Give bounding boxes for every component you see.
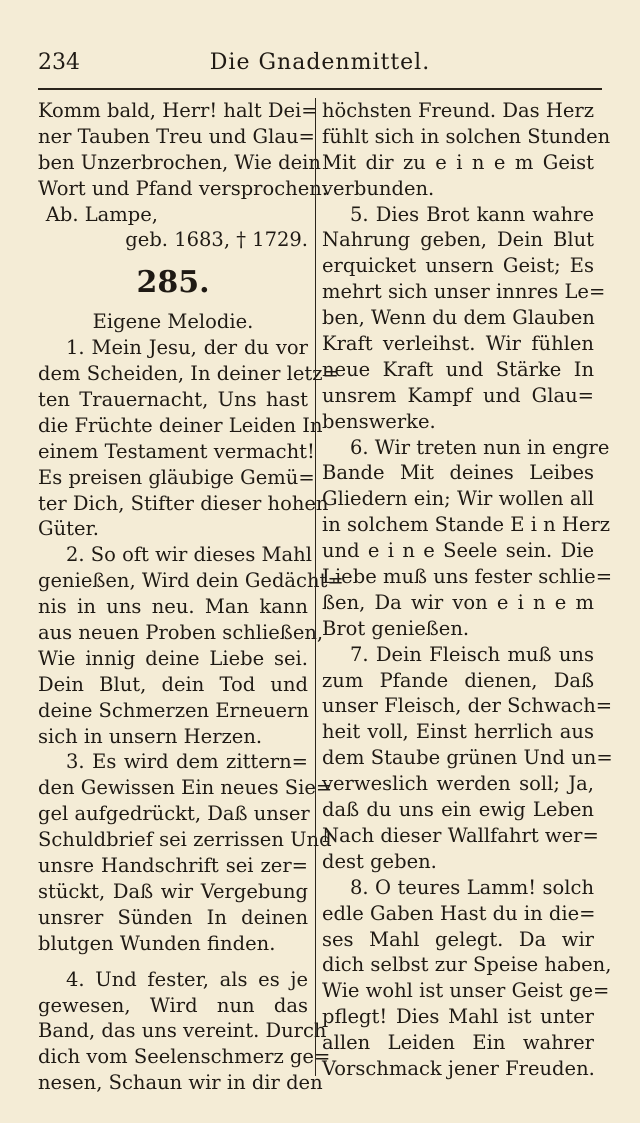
text-line: in solchem Stande E i n Herz	[322, 513, 611, 537]
text-line: neue Kraft und Stärke In	[322, 357, 594, 381]
text-line: 4. Und fester, als es je	[66, 967, 308, 991]
text-line: mehrt sich unser innres Le=	[322, 280, 606, 304]
text-line: Vorschmack jener Freuden.	[322, 1056, 595, 1080]
verses-1-to-3	[38, 335, 344, 956]
text-line: unser Fleisch, der Schwach=	[322, 694, 613, 718]
text-line: nesen, Schaun wir in dir den	[38, 1071, 323, 1095]
author-name: Ab. Lampe,	[45, 202, 158, 226]
text-line: Gliedern ein; Wir wollen all	[322, 487, 594, 511]
text-line: dem Staube grünen Und un=	[322, 746, 613, 770]
text-line: einem Testament vermacht!	[38, 439, 315, 463]
text-line: 5. Dies Brot kann wahre	[350, 202, 594, 226]
text-line: dest geben.	[322, 849, 437, 873]
text-line: erquicket unsern Geist; Es	[322, 254, 594, 278]
text-line: benswerke.	[322, 409, 436, 433]
text-line: allen Leiden Ein wahrer	[322, 1031, 594, 1055]
header-rule	[38, 88, 602, 90]
text-line: deine Schmerzen Erneuern	[38, 698, 309, 722]
text-line: dich selbst zur Speise haben,	[322, 953, 612, 977]
text-line: Komm bald, Herr! halt Dei=	[38, 99, 318, 122]
text-line: den Gewissen Ein neues Sie=	[38, 776, 333, 800]
text-line: ten Trauernacht, Uns hast	[38, 388, 308, 412]
text-line: pflegt! Dies Mahl ist unter	[322, 1005, 594, 1029]
text-line: ter Dich, Stifter dieser hohen	[38, 491, 329, 515]
text-line: fühlt sich in solchen Stunden	[322, 124, 611, 148]
text-line: die Früchte deiner Leiden In	[38, 413, 323, 437]
text-line: Nahrung geben, Dein Blut	[322, 228, 594, 252]
text-line: aus neuen Proben schließen,	[38, 621, 324, 645]
text-line: Schuldbrief sei zerrissen Und	[38, 828, 332, 852]
melody-note: Eigene Melodie.	[92, 310, 254, 334]
text-line: Wort und Pfand versprochen.	[38, 176, 329, 200]
previous-hymn-end	[38, 98, 329, 202]
left-column	[38, 98, 344, 1096]
text-line: Wie innig deine Liebe sei.	[38, 646, 308, 670]
text-line: 6. Wir treten nun in engre	[350, 435, 610, 459]
text-line: Kraft verleihst. Wir fühlen	[322, 332, 594, 356]
text-line: Mit dir zu e i n e m Geist	[322, 150, 594, 174]
text-line: Güter.	[38, 517, 99, 541]
text-line: verbunden.	[322, 176, 435, 200]
text-line: Dein Blut, dein Tod und	[38, 672, 308, 696]
right-column	[322, 98, 613, 1082]
text-line: Nach dieser Wallfahrt wer=	[322, 823, 599, 847]
text-line: 3. Es wird dem zittern=	[66, 750, 308, 774]
text-line: zum Pfande dienen, Daß	[322, 668, 594, 692]
text-line: stückt, Daß wir Vergebung	[38, 879, 308, 903]
column-divider	[315, 98, 316, 1076]
text-line: heit voll, Einst herrlich aus	[322, 720, 594, 744]
page-header	[38, 50, 602, 84]
text-line: und e i n e Seele sein. Die	[322, 539, 594, 563]
text-line: ben, Wenn du dem Glauben	[322, 306, 595, 330]
text-line: ses Mahl gelegt. Da wir	[322, 927, 594, 951]
text-line: nis in uns neu. Man kann	[38, 595, 308, 619]
text-line: gewesen, Wird nun das	[38, 993, 308, 1017]
text-line: unsrer Sünden In deinen	[38, 905, 308, 929]
text-line: genießen, Wird dein Gedächt=	[38, 569, 344, 593]
running-title: Die Gnadenmittel.	[209, 50, 431, 75]
text-line: edle Gaben Hast du in die=	[322, 901, 596, 925]
text-line: ner Tauben Treu und Glau=	[38, 124, 315, 148]
text-line: unsrem Kampf und Glau=	[322, 383, 594, 407]
text-line: Liebe muß uns fester schlie=	[322, 565, 613, 589]
text-line: dich vom Seelenschmerz ge=	[38, 1045, 331, 1069]
verse-4	[38, 967, 331, 1096]
text-line: dem Scheiden, In deiner letz=	[38, 362, 339, 386]
text-line: Brot genießen.	[322, 616, 470, 640]
text-line: Band, das uns vereint. Durch	[38, 1019, 327, 1043]
text-line: Es preisen gläubige Gemü=	[38, 465, 315, 489]
text-line: 1. Mein Jesu, der du vor	[66, 336, 308, 360]
text-line: höchsten Freund. Das Herz	[322, 99, 594, 122]
text-line: gel aufgedrückt, Daß unser	[38, 802, 310, 826]
text-line: unsre Handschrift sei zer=	[38, 854, 308, 878]
text-line: daß du uns ein ewig Leben	[322, 798, 594, 822]
verse-gap	[38, 957, 308, 967]
text-line: verweslich werden soll; Ja,	[322, 772, 594, 796]
page-number: 234	[38, 50, 80, 75]
hymn-number: 285.	[136, 265, 210, 301]
text-line: sich in unsern Herzen.	[38, 724, 263, 748]
text-line: ben Unzerbrochen, Wie dein	[38, 150, 321, 174]
text-line: Bande Mit deines Leibes	[322, 461, 594, 485]
text-line: 7. Dein Fleisch muß uns	[350, 642, 594, 666]
text-line: 2. So oft wir dieses Mahl	[66, 543, 312, 567]
text-line: blutgen Wunden finden.	[38, 931, 276, 955]
text-line: Wie wohl ist unser Geist ge=	[322, 979, 610, 1003]
text-line: 8. O teures Lamm! solch	[350, 875, 594, 899]
text-line: ßen, Da wir von e i n e m	[322, 590, 594, 614]
author-dates: geb. 1683, † 1729.	[125, 228, 308, 252]
